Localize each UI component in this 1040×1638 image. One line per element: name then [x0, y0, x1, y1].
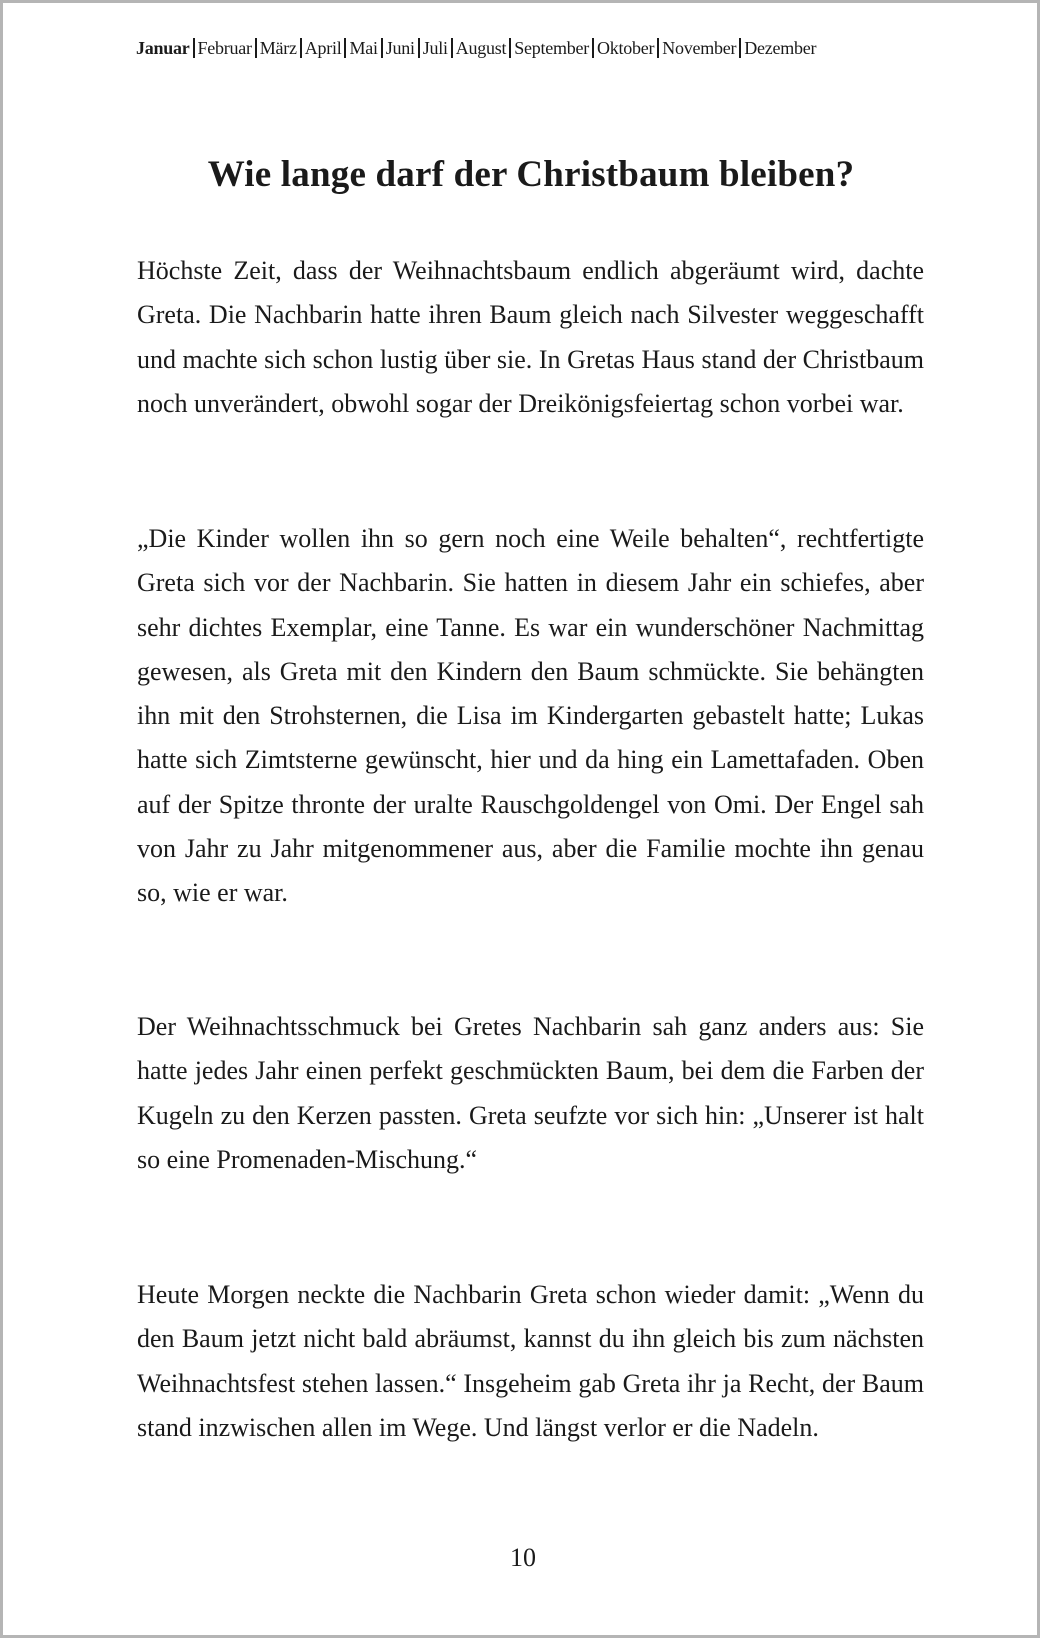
month-januar[interactable]: Januar	[136, 38, 190, 58]
month-separator	[418, 38, 420, 58]
month-separator	[255, 38, 257, 58]
month-separator	[381, 38, 383, 58]
month-mai[interactable]: Mai	[349, 38, 378, 58]
month-september[interactable]: September	[514, 38, 590, 58]
paragraph-3: Der Weihnachtsschmuck bei Gretes Nachbarin sah ganz anders aus: Sie hatte jedes Jahr einen perfekt geschmückten Baum, bei dem die Farben der Kugeln zu den Kerzen passten. Greta seufzte vor sich hin: „Unserer ist halt so eine Promenaden-Mischung.“	[137, 1012, 924, 1174]
month-separator	[592, 38, 594, 58]
paragraph-2: „Die Kinder wollen ihn so gern noch eine Weile behalten“, rechtfertigte Greta sich vor der Nachbarin. Sie hatten in diesem Jahr ein schiefes, aber sehr dichtes Exemplar, eine Tanne. Es war ein wunderschöner Nachmittag gewesen, als Greta mit den Kindern den Baum schmückte. Sie behängten ihn mit den Strohsternen, die Lisa im Kindergarten gebastelt hatte; Lukas hatte sich Zimtsterne gewünscht, hier und da hing ein Lamettafaden. Oben auf der Spitze thronte der uralte Rauschgoldengel von Omi. Der Engel sah von Jahr zu Jahr mitgenommener aus, aber die Familie mochte ihn genau so, wie er war.	[137, 524, 924, 908]
month-april[interactable]: April	[304, 38, 342, 58]
month-august[interactable]: August	[455, 38, 507, 58]
month-separator	[300, 38, 302, 58]
article-title: Wie lange darf der Christbaum bleiben?	[207, 154, 855, 195]
page-number: 10	[510, 1543, 536, 1572]
month-separator	[657, 38, 659, 58]
paragraph-4: Heute Morgen neckte die Nachbarin Greta schon wieder damit: „Wenn du den Baum jetzt nicht bald abräumst, kannst du ihn gleich bis zum nächsten Weihnachtsfest stehen lassen.“ Insgeheim gab Greta ihr ja Recht, der Baum stand inzwischen allen im Wege. Und längst verlor er die Nadeln.	[137, 1280, 924, 1442]
month-separator	[193, 38, 195, 58]
month-separator	[344, 38, 346, 58]
month-juni[interactable]: Juni	[385, 38, 415, 58]
month-separator	[509, 38, 511, 58]
month-oktober[interactable]: Oktober	[597, 38, 655, 58]
month-separator	[739, 38, 741, 58]
month-dezember[interactable]: Dezember	[744, 38, 817, 58]
month-navigation	[136, 36, 926, 60]
paragraph-1: Höchste Zeit, dass der Weihnachtsbaum endlich abgeräumt wird, dachte Greta. Die Nachbarin hatte ihren Baum gleich nach Silvester weggeschafft und machte sich schon lustig über sie. In Gretas Haus stand der Christbaum noch unverändert, obwohl sogar der Dreikönigsfeiertag schon vorbei war.	[137, 256, 924, 418]
month-november[interactable]: November	[662, 38, 737, 58]
month-maerz[interactable]: März	[259, 38, 297, 58]
month-juli[interactable]: Juli	[422, 38, 448, 58]
month-separator	[451, 38, 453, 58]
month-februar[interactable]: Februar	[197, 38, 252, 58]
